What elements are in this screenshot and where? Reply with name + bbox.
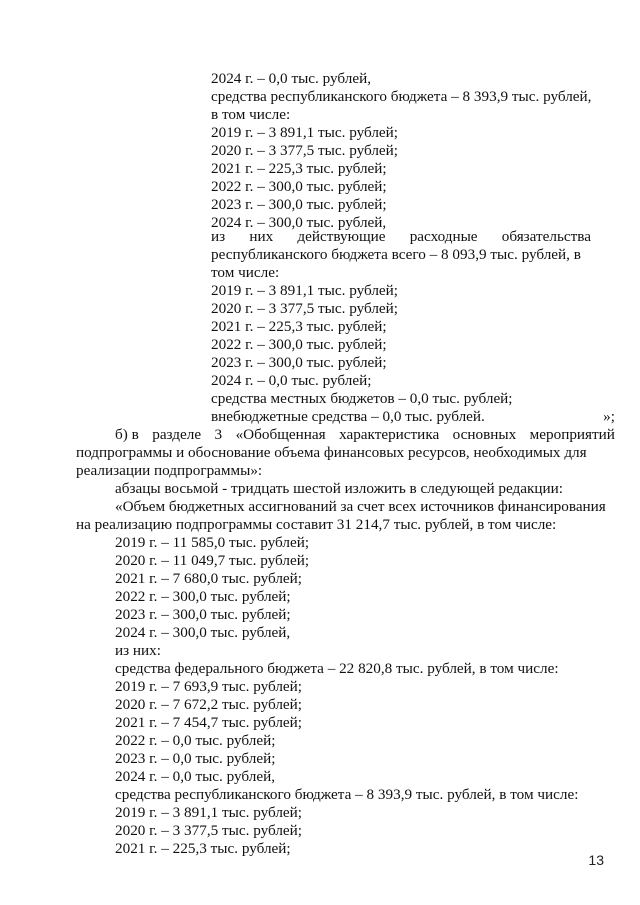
word: мероприятий: [529, 426, 615, 443]
text-line: 2024 г. – 300,0 тыс. рублей,: [211, 214, 387, 231]
text-line: 2022 г. – 300,0 тыс. рублей;: [211, 178, 387, 195]
text-line: в том числе:: [211, 106, 291, 123]
text-segment: внебюджетные средства – 0,0 тыс. рублей.: [211, 408, 485, 425]
text-line: средства федерального бюджета – 22 820,8 тыс. рублей, в том числе:: [115, 660, 559, 677]
text-line: средства местных бюджетов – 0,0 тыс. рублей;: [211, 390, 513, 407]
word: 3: [214, 426, 223, 443]
page-number: 13: [588, 852, 604, 868]
text-line: 2022 г. – 300,0 тыс. рублей;: [211, 336, 387, 353]
word: обязательства: [501, 228, 591, 245]
text-line: «Объем бюджетных ассигнований за счет всех источников финансирования: [115, 498, 606, 515]
text-line: 2023 г. – 300,0 тыс. рублей;: [211, 196, 387, 213]
text-line: 2023 г. – 300,0 тыс. рублей;: [115, 606, 291, 623]
word: них: [249, 228, 274, 245]
word: действующие: [297, 228, 386, 245]
text-line: 2021 г. – 225,3 тыс. рублей;: [211, 318, 387, 335]
text-line: 2024 г. – 0,0 тыс. рублей,: [115, 768, 276, 785]
text-line: 2019 г. – 3 891,1 тыс. рублей;: [211, 124, 399, 141]
word: основных: [452, 426, 517, 443]
text-line: средства республиканского бюджета – 8 393,9 тыс. рублей, в том числе:: [115, 786, 579, 803]
closing-quote: »;: [603, 408, 615, 425]
text-line: 2024 г. – 0,0 тыс. рублей,: [211, 70, 372, 87]
text-line: 2019 г. – 11 585,0 тыс. рублей;: [115, 534, 310, 551]
word: б) в: [115, 426, 139, 443]
word: из: [211, 228, 226, 245]
text-line: 2020 г. – 3 377,5 тыс. рублей;: [115, 822, 303, 839]
text-line: 2023 г. – 300,0 тыс. рублей;: [211, 354, 387, 371]
word: расходные: [409, 228, 478, 245]
text-line: 2019 г. – 3 891,1 тыс. рублей;: [115, 804, 303, 821]
text-line: из них:: [115, 642, 161, 659]
text-line: средства республиканского бюджета – 8 393,9 тыс. рублей,: [211, 88, 592, 105]
text-line: реализации подпрограммы»:: [76, 462, 263, 479]
text-line: 2021 г. – 7 680,0 тыс. рублей;: [115, 570, 303, 587]
text-line: 2022 г. – 0,0 тыс. рублей;: [115, 732, 276, 749]
text-line: 2024 г. – 300,0 тыс. рублей,: [115, 624, 291, 641]
text-line: 2019 г. – 7 693,9 тыс. рублей;: [115, 678, 303, 695]
closing-line: [211, 408, 615, 426]
text-line: на реализацию подпрограммы составит 31 214,7 тыс. рублей, в том числе:: [76, 516, 557, 533]
text-line: республиканского бюджета всего – 8 093,9 тыс. рублей, в: [211, 246, 581, 263]
text-line: 2020 г. – 3 377,5 тыс. рублей;: [211, 142, 399, 159]
text-line: 2021 г. – 7 454,7 тыс. рублей;: [115, 714, 303, 731]
text-line: 2019 г. – 3 891,1 тыс. рублей;: [211, 282, 399, 299]
text-line: 2021 г. – 225,3 тыс. рублей;: [211, 160, 387, 177]
text-line: подпрограммы и обоснование объема финансовых ресурсов, необходимых для: [76, 444, 587, 461]
text-line: 2020 г. – 3 377,5 тыс. рублей;: [211, 300, 399, 317]
section-b-heading-line: [115, 426, 615, 444]
text-line: 2020 г. – 11 049,7 тыс. рублей;: [115, 552, 310, 569]
text-line: том числе:: [211, 264, 280, 281]
text-line: 2024 г. – 0,0 тыс. рублей;: [211, 372, 372, 389]
text-line: абзацы восьмой - тридцать шестой изложить в следующей редакции:: [115, 480, 563, 497]
text-line: 2023 г. – 0,0 тыс. рублей;: [115, 750, 276, 767]
text-line: 2021 г. – 225,3 тыс. рублей;: [115, 840, 291, 857]
justified-line: [211, 228, 591, 246]
word: характеристика: [339, 426, 440, 443]
text-line: 2020 г. – 7 672,2 тыс. рублей;: [115, 696, 303, 713]
text-line: 2022 г. – 300,0 тыс. рублей;: [115, 588, 291, 605]
word: «Обобщенная: [235, 426, 326, 443]
word: разделе: [152, 426, 202, 443]
